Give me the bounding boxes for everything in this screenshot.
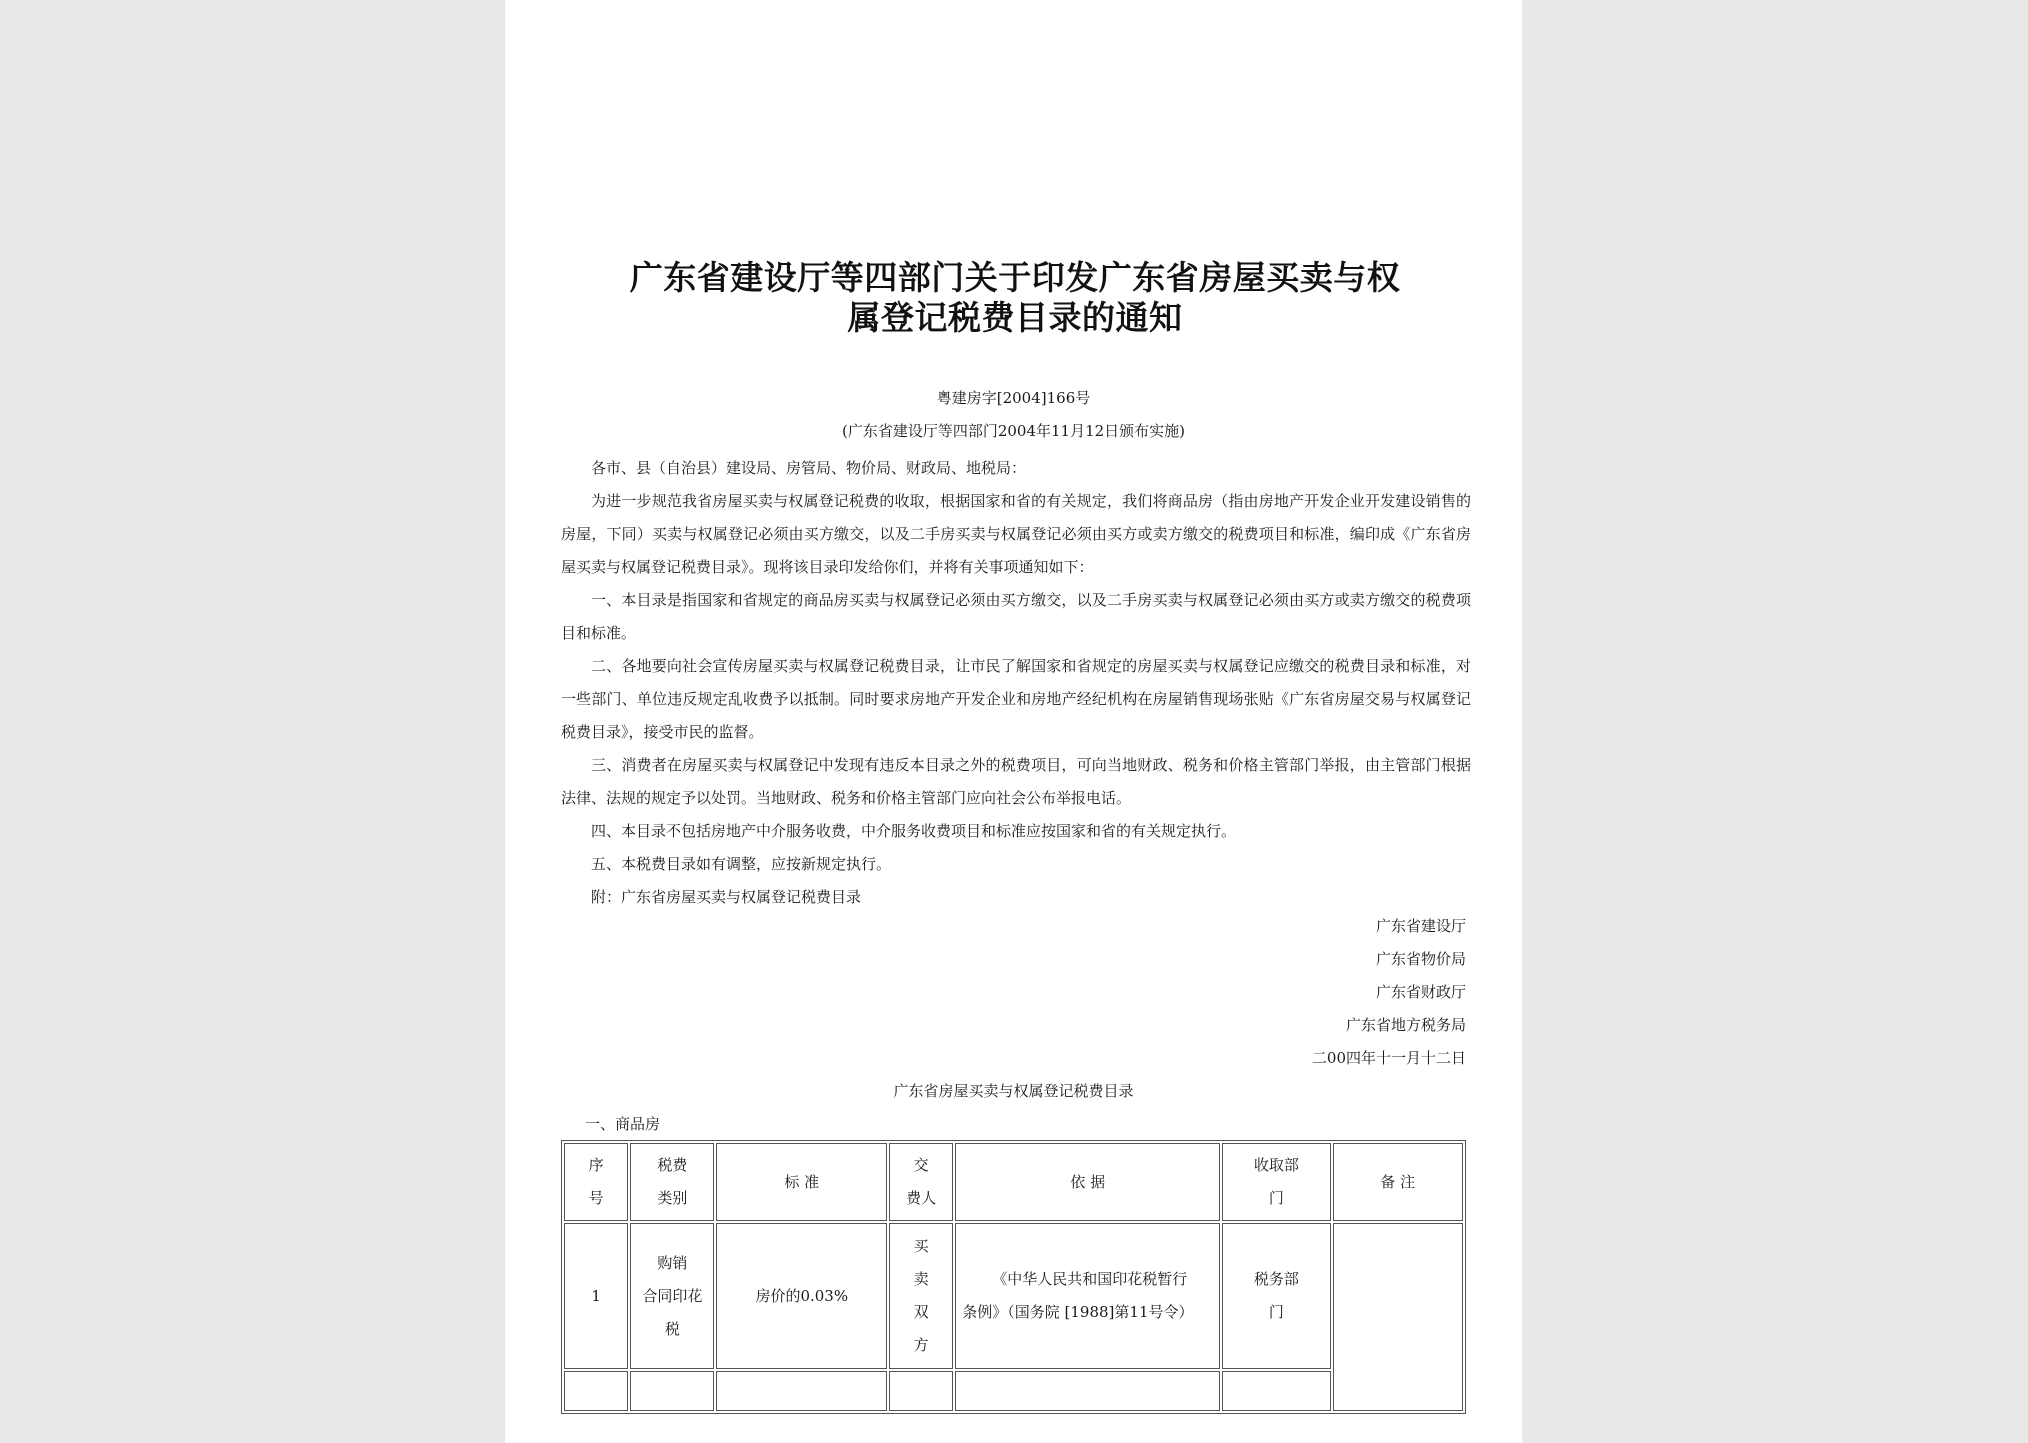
signatory-tax: 广东省地方税务局: [1345, 1016, 1466, 1034]
title-line-1: 广东省建设厅等四部门关于印发广东省房屋买卖与权: [629, 258, 1401, 297]
paragraph-item-5: 五、本税费目录如有调整，应按新规定执行。: [591, 855, 892, 873]
signatory-construction: 广东省建设厅: [1375, 917, 1466, 935]
cell-empty: [955, 1371, 1220, 1411]
fee-table: [561, 1140, 1466, 1414]
cell-category: 购销 合同印花 税: [630, 1223, 714, 1369]
header-standard: 标 准: [716, 1143, 887, 1221]
header-category: 税费 类别: [630, 1143, 714, 1221]
cell-empty: [1222, 1371, 1330, 1411]
appendix-title: 广东省房屋买卖与权属登记税费目录: [893, 1082, 1134, 1100]
signatory-finance: 广东省财政厅: [1375, 983, 1466, 1001]
cell-seq: 1: [564, 1223, 628, 1369]
cell-empty: [716, 1371, 887, 1411]
header-seq: 序 号: [564, 1143, 628, 1221]
document-title: [595, 258, 1435, 338]
document-page: [505, 0, 1522, 1443]
document-date: 二00四年十一月十二日: [1311, 1049, 1466, 1067]
cell-standard: 房价的0.03%: [716, 1223, 887, 1369]
title-line-2: 属登记税费目录的通知: [847, 298, 1183, 337]
cell-payer: 买 卖 双 方: [889, 1223, 953, 1369]
signatory-price: 广东省物价局: [1375, 950, 1466, 968]
paragraph-item-1: 一、本目录是指国家和省规定的商品房买卖与权属登记必须由买方缴交，以及二手房买卖与权属登记必须由买方或卖方缴交的税费项目和标准。: [561, 591, 1471, 642]
header-payer: 交 费人: [889, 1143, 953, 1221]
table-row: [564, 1223, 1463, 1369]
cell-dept: 税务部 门: [1222, 1223, 1330, 1369]
cell-basis: 《中华人民共和国印花税暂行 条例》（国务院 [1988]第11号令）: [955, 1223, 1220, 1369]
issue-note: (广东省建设厅等四部门2004年11月12日颁布实施): [841, 422, 1186, 440]
body-text: [561, 452, 1471, 914]
cell-empty: [564, 1371, 628, 1411]
cell-empty: [889, 1371, 953, 1411]
header-basis: 依 据: [955, 1143, 1220, 1221]
header-remark: 备 注: [1333, 1143, 1464, 1221]
paragraph-item-4: 四、本目录不包括房地产中介服务收费，中介服务收费项目和标准应按国家和省的有关规定执行。: [591, 822, 1237, 840]
section-heading: 一、商品房: [585, 1115, 661, 1133]
attachment-line: 附：广东省房屋买卖与权属登记税费目录: [591, 888, 862, 906]
paragraph-intro: 为进一步规范我省房屋买卖与权属登记税费的收取，根据国家和省的有关规定，我们将商品房（指由房地产开发企业开发建设销售的房屋，下同）买卖与权属登记必须由买方缴交，以及二手房买卖与权属登记必须由买方或卖方缴交的税费项目和标准，编印成《广东省房屋买卖与权属登记税费目录》。现将该目录印发给你们，并将有关事项通知如下：: [561, 492, 1471, 576]
cell-remark: [1333, 1223, 1464, 1411]
header-dept: 收取部 门: [1222, 1143, 1330, 1221]
paragraph-item-2: 二、各地要向社会宣传房屋买卖与权属登记税费目录，让市民了解国家和省规定的房屋买卖与权属登记应缴交的税费目录和标准，对一些部门、单位违反规定乱收费予以抵制。同时要求房地产开发企业和房地产经纪机构在房屋销售现场张贴《广东省房屋交易与权属登记税费目录》，接受市民的监督。: [561, 657, 1471, 741]
document-number: 粤建房字[2004]166号: [936, 389, 1091, 407]
table-header-row: [564, 1143, 1463, 1221]
table-row-partial: [564, 1371, 1463, 1411]
cell-empty: [630, 1371, 714, 1411]
paragraph-item-3: 三、消费者在房屋买卖与权属登记中发现有违反本目录之外的税费项目，可向当地财政、税务和价格主管部门举报，由主管部门根据法律、法规的规定予以处罚。当地财政、税务和价格主管部门应向社会公布举报电话。: [561, 756, 1471, 807]
addressee-line: 各市、县（自治县）建设局、房管局、物价局、财政局、地税局：: [591, 459, 1027, 477]
